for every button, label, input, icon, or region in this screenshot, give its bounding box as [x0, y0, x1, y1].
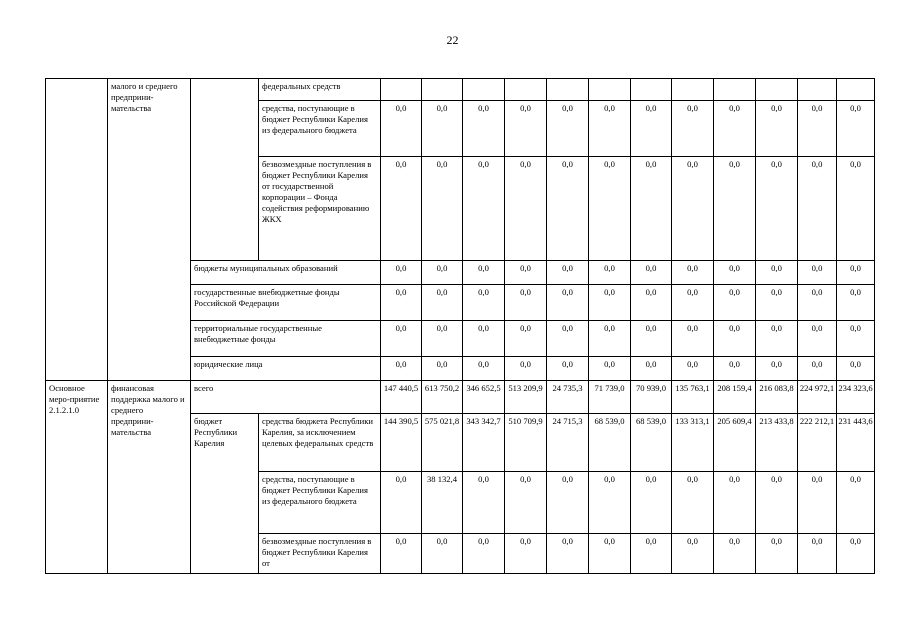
- value-cell: 0,0: [422, 101, 463, 157]
- table-row: [46, 381, 875, 414]
- value-cell: 0,0: [714, 157, 756, 261]
- subject-cell: финансовая поддержка малого и среднего предприни-мательства: [108, 381, 191, 574]
- value-cell: 0,0: [672, 357, 714, 381]
- value-cell: 0,0: [547, 534, 589, 574]
- row-label: безвозмездные поступления в бюджет Республики Карелия от государственной корпорации – Фонда содействия реформированию ЖКХ: [259, 157, 381, 261]
- value-cell: 0,0: [837, 157, 875, 261]
- value-cell: 144 390,5: [381, 414, 422, 472]
- value-cell: 0,0: [589, 157, 631, 261]
- value-cell: 0,0: [589, 101, 631, 157]
- row-label: юридические лица: [191, 357, 381, 381]
- value-cell: 0,0: [837, 357, 875, 381]
- empty-cell: [798, 79, 837, 101]
- value-cell: 0,0: [505, 357, 547, 381]
- value-cell: 0,0: [422, 357, 463, 381]
- page-number: 22: [446, 33, 459, 47]
- value-cell: 0,0: [714, 534, 756, 574]
- value-cell: 0,0: [547, 285, 589, 321]
- value-cell: 71 739,0: [589, 381, 631, 414]
- value-cell: 0,0: [837, 285, 875, 321]
- value-cell: 0,0: [631, 321, 672, 357]
- value-cell: 24 715,3: [547, 414, 589, 472]
- value-cell: 0,0: [589, 357, 631, 381]
- value-cell: 0,0: [381, 157, 422, 261]
- status-cell: Основное меро-приятие 2.1.2.1.0: [46, 381, 108, 574]
- value-cell: 0,0: [505, 157, 547, 261]
- value-cell: 0,0: [798, 534, 837, 574]
- value-cell: 0,0: [631, 101, 672, 157]
- value-cell: 0,0: [672, 285, 714, 321]
- value-cell: 0,0: [714, 261, 756, 285]
- value-cell: 38 132,4: [422, 472, 463, 534]
- empty-cell: [381, 79, 422, 101]
- empty-cell: [756, 79, 798, 101]
- value-cell: 0,0: [589, 285, 631, 321]
- value-cell: 0,0: [547, 261, 589, 285]
- value-cell: 0,0: [714, 285, 756, 321]
- value-cell: 0,0: [756, 101, 798, 157]
- status-cell: [46, 79, 108, 381]
- value-cell: 0,0: [798, 261, 837, 285]
- value-cell: 0,0: [672, 472, 714, 534]
- value-cell: 0,0: [756, 261, 798, 285]
- value-cell: 0,0: [837, 472, 875, 534]
- value-cell: 0,0: [756, 321, 798, 357]
- value-cell: 0,0: [381, 261, 422, 285]
- value-cell: 0,0: [714, 357, 756, 381]
- value-cell: 0,0: [547, 357, 589, 381]
- value-cell: 0,0: [798, 357, 837, 381]
- value-cell: 0,0: [672, 321, 714, 357]
- value-cell: 346 652,5: [463, 381, 505, 414]
- row-label: федеральных средств: [259, 79, 381, 101]
- value-cell: 0,0: [672, 534, 714, 574]
- value-cell: 0,0: [381, 357, 422, 381]
- value-cell: 0,0: [463, 101, 505, 157]
- value-cell: 0,0: [381, 472, 422, 534]
- value-cell: 0,0: [381, 534, 422, 574]
- value-cell: 0,0: [381, 285, 422, 321]
- value-cell: 231 443,6: [837, 414, 875, 472]
- value-cell: 0,0: [756, 534, 798, 574]
- value-cell: 0,0: [505, 285, 547, 321]
- row-label: государственные внебюджетные фонды Российской Федерации: [191, 285, 381, 321]
- table-body: [46, 79, 875, 574]
- value-cell: 0,0: [798, 101, 837, 157]
- row-label: средства, поступающие в бюджет Республики Карелия из федерального бюджета: [259, 472, 381, 534]
- empty-cell: [631, 79, 672, 101]
- row-label: средства, поступающие в бюджет Республики Карелия из федерального бюджета: [259, 101, 381, 157]
- value-cell: 0,0: [756, 472, 798, 534]
- value-cell: 0,0: [505, 101, 547, 157]
- value-cell: 205 609,4: [714, 414, 756, 472]
- row-label: безвозмездные поступления в бюджет Республики Карелия от: [259, 534, 381, 574]
- value-cell: 0,0: [837, 321, 875, 357]
- row-label: средства бюджета Республики Карелия, за исключением целевых федеральных средств: [259, 414, 381, 472]
- value-cell: 0,0: [672, 101, 714, 157]
- value-cell: 0,0: [631, 157, 672, 261]
- value-cell: 24 735,3: [547, 381, 589, 414]
- value-cell: 0,0: [589, 472, 631, 534]
- value-cell: 0,0: [631, 357, 672, 381]
- value-cell: 68 539,0: [589, 414, 631, 472]
- row-label: территориальные государственные внебюджетные фонды: [191, 321, 381, 357]
- value-cell: 70 939,0: [631, 381, 672, 414]
- row-label: бюджеты муниципальных образований: [191, 261, 381, 285]
- value-cell: 0,0: [463, 321, 505, 357]
- financing-table: [45, 78, 875, 574]
- value-cell: 0,0: [463, 534, 505, 574]
- value-cell: 0,0: [505, 261, 547, 285]
- value-cell: 135 763,1: [672, 381, 714, 414]
- value-cell: 0,0: [547, 157, 589, 261]
- value-cell: 0,0: [631, 261, 672, 285]
- empty-cell: [547, 79, 589, 101]
- empty-cell: [505, 79, 547, 101]
- value-cell: 0,0: [505, 321, 547, 357]
- value-cell: 0,0: [756, 285, 798, 321]
- value-cell: 0,0: [798, 472, 837, 534]
- value-cell: 0,0: [837, 261, 875, 285]
- value-cell: 0,0: [631, 472, 672, 534]
- empty-cell: [589, 79, 631, 101]
- value-cell: 575 021,8: [422, 414, 463, 472]
- source-cell: [191, 79, 259, 261]
- value-cell: 0,0: [798, 285, 837, 321]
- value-cell: 0,0: [547, 101, 589, 157]
- value-cell: 224 972,1: [798, 381, 837, 414]
- value-cell: 213 433,8: [756, 414, 798, 472]
- value-cell: 0,0: [756, 157, 798, 261]
- value-cell: 0,0: [631, 534, 672, 574]
- value-cell: 0,0: [589, 261, 631, 285]
- value-cell: 208 159,4: [714, 381, 756, 414]
- value-cell: 68 539,0: [631, 414, 672, 472]
- value-cell: 0,0: [422, 157, 463, 261]
- value-cell: 0,0: [422, 261, 463, 285]
- value-cell: 0,0: [547, 472, 589, 534]
- value-cell: 0,0: [463, 472, 505, 534]
- value-cell: 510 709,9: [505, 414, 547, 472]
- value-cell: 0,0: [798, 157, 837, 261]
- value-cell: 0,0: [463, 285, 505, 321]
- value-cell: 0,0: [714, 101, 756, 157]
- value-cell: 0,0: [463, 261, 505, 285]
- value-cell: 0,0: [422, 321, 463, 357]
- value-cell: 613 750,2: [422, 381, 463, 414]
- value-cell: 0,0: [505, 472, 547, 534]
- budget-label: бюджет Республики Карелия: [191, 414, 259, 574]
- value-cell: 0,0: [589, 534, 631, 574]
- value-cell: 0,0: [837, 101, 875, 157]
- value-cell: 133 313,1: [672, 414, 714, 472]
- value-cell: 0,0: [422, 534, 463, 574]
- value-cell: 0,0: [422, 285, 463, 321]
- row-label: всего: [191, 381, 381, 414]
- empty-cell: [714, 79, 756, 101]
- value-cell: 222 212,1: [798, 414, 837, 472]
- value-cell: 0,0: [837, 534, 875, 574]
- value-cell: 216 083,8: [756, 381, 798, 414]
- value-cell: 0,0: [381, 321, 422, 357]
- value-cell: 343 342,7: [463, 414, 505, 472]
- value-cell: 147 440,5: [381, 381, 422, 414]
- value-cell: 0,0: [714, 321, 756, 357]
- subject-cell: малого и среднего предприни-мательства: [108, 79, 191, 381]
- value-cell: 234 323,6: [837, 381, 875, 414]
- table-row: [46, 79, 875, 101]
- empty-cell: [422, 79, 463, 101]
- value-cell: 0,0: [672, 157, 714, 261]
- value-cell: 0,0: [463, 357, 505, 381]
- value-cell: 0,0: [381, 101, 422, 157]
- value-cell: 0,0: [714, 472, 756, 534]
- value-cell: 0,0: [463, 157, 505, 261]
- value-cell: 0,0: [631, 285, 672, 321]
- empty-cell: [463, 79, 505, 101]
- empty-cell: [672, 79, 714, 101]
- value-cell: 0,0: [547, 321, 589, 357]
- value-cell: 0,0: [589, 321, 631, 357]
- value-cell: 0,0: [798, 321, 837, 357]
- value-cell: 0,0: [505, 534, 547, 574]
- value-cell: 0,0: [672, 261, 714, 285]
- empty-cell: [837, 79, 875, 101]
- value-cell: 0,0: [756, 357, 798, 381]
- value-cell: 513 209,9: [505, 381, 547, 414]
